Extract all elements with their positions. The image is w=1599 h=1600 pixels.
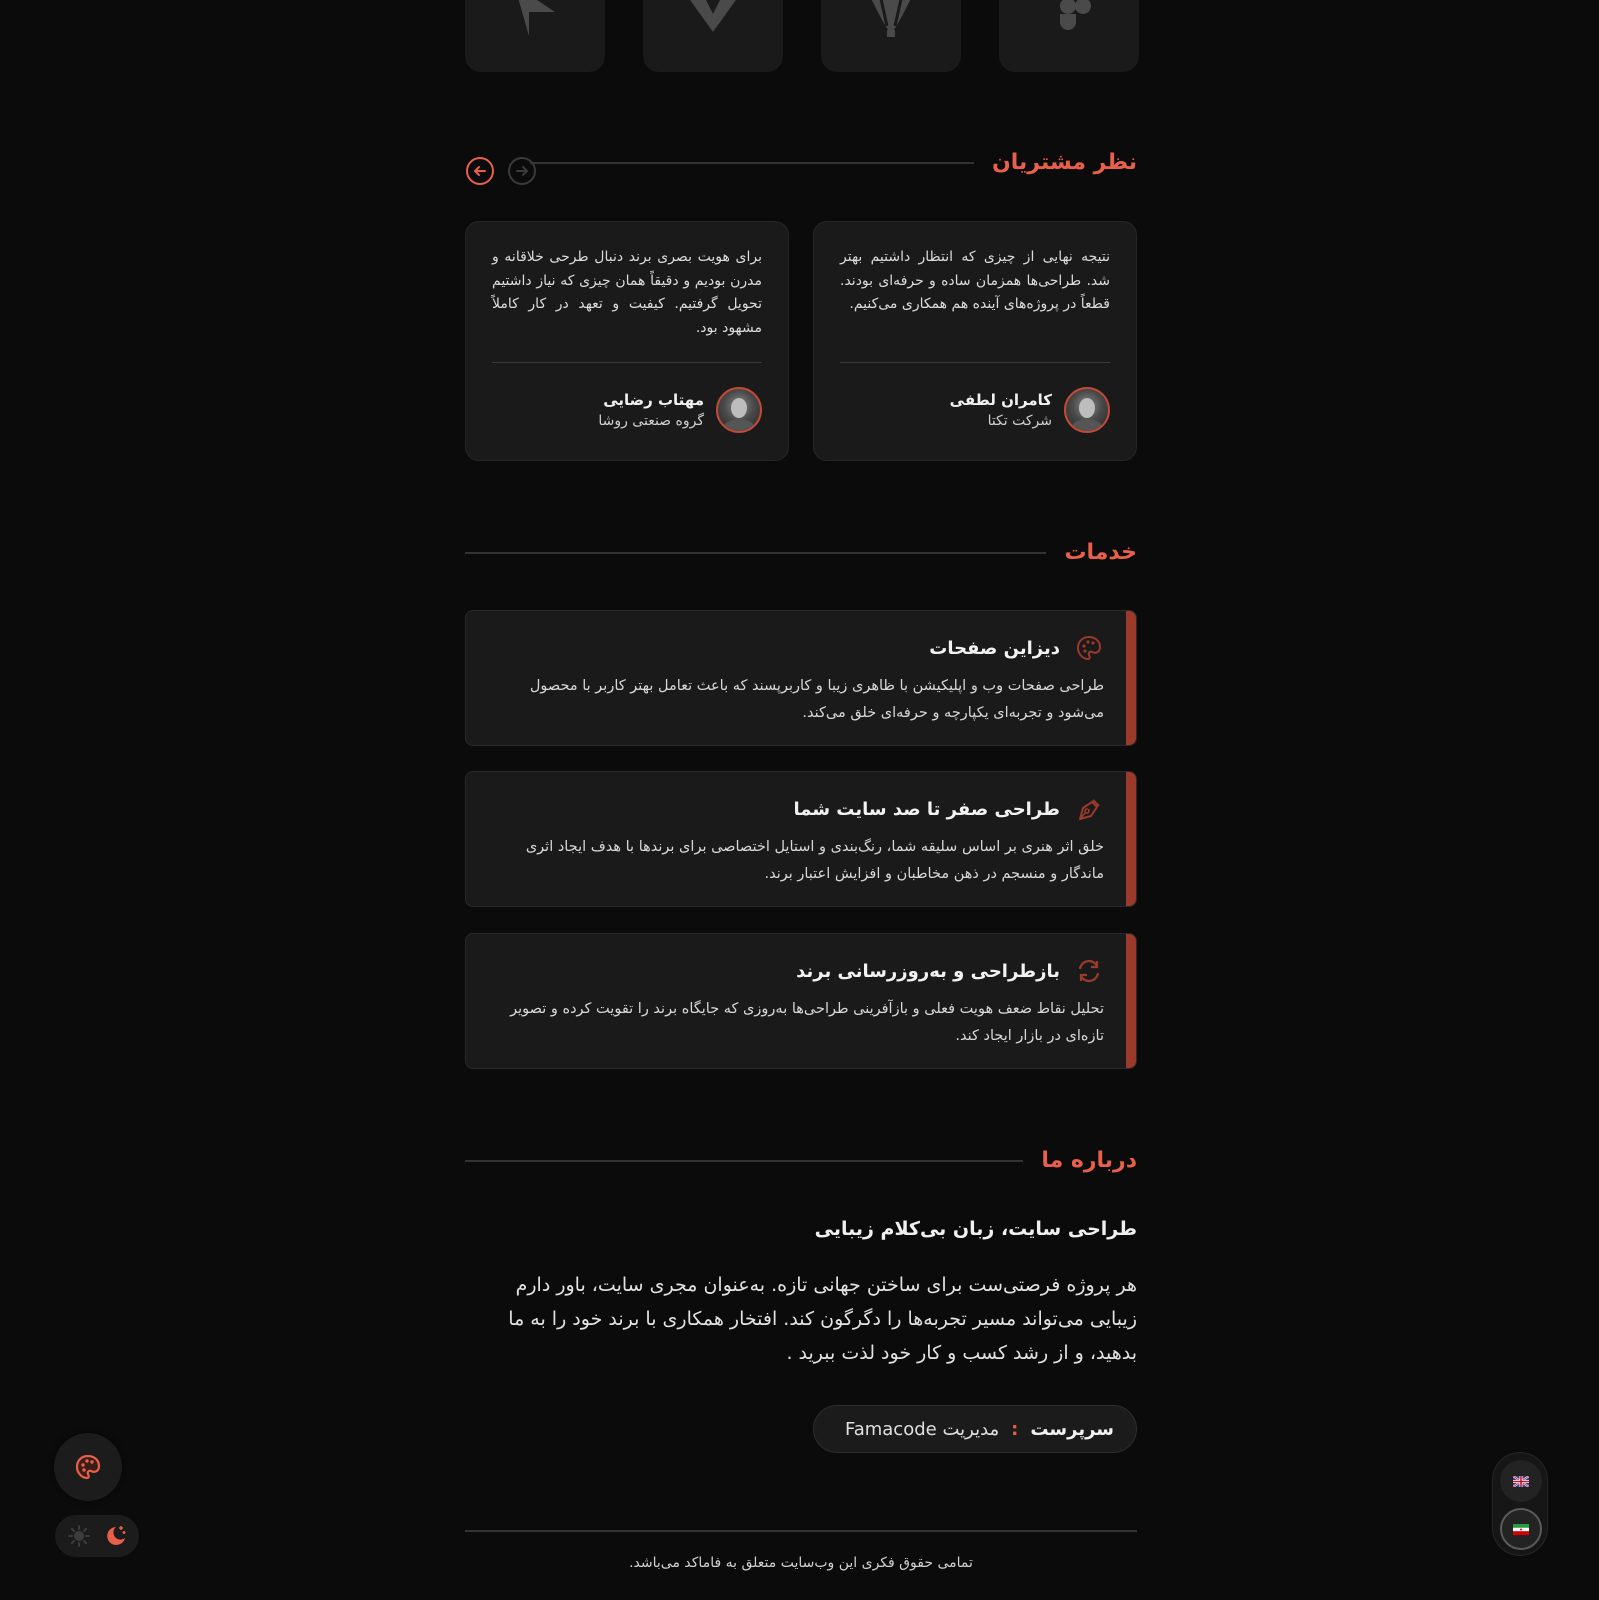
about-header (465, 1148, 1137, 1173)
author-name: مهتاب رضایی (603, 391, 704, 409)
prev-button[interactable] (466, 157, 494, 185)
divider (465, 552, 1046, 554)
tool-card-figma[interactable] (999, 0, 1139, 72)
manager-separator: : (1011, 1418, 1019, 1440)
sun-icon[interactable] (67, 1524, 91, 1548)
figma-icon (999, 0, 1139, 72)
footer-divider (465, 1530, 1137, 1532)
author-company: شرکت تکتا (987, 413, 1052, 429)
language-fa-button[interactable] (1500, 1508, 1542, 1550)
theme-color-button[interactable] (54, 1433, 122, 1501)
testimonial-author (840, 387, 1110, 433)
testimonial-card (465, 221, 789, 461)
services-title: خدمات (1064, 540, 1137, 565)
refresh-icon (1074, 956, 1104, 986)
language-en-button[interactable] (1500, 1460, 1542, 1502)
pen-tool-icon (465, 0, 605, 72)
about-text: هر پروژه فرصتی‌ست برای ساختن جهانی تازه. به‌عنوان مجری سایت، باور دارم زیبایی می‌تواند مسیر تجربه‌ها را دگرگون کند. افتخار همکاری با برند خود را به ما بدهید، و از رشد کسب و کار خود لذت ببرید . (508, 1274, 1137, 1364)
service-title: طراحی صفر تا صد سایت شما (793, 798, 1060, 820)
palette-icon (73, 1452, 103, 1482)
service-accent (1126, 611, 1136, 745)
service-card (465, 771, 1137, 907)
service-title: دیزاین صفحات (929, 637, 1060, 659)
tools-grid (465, 0, 1137, 72)
testimonials-header (530, 150, 1137, 175)
divider (465, 1160, 1023, 1162)
about-title: درباره ما (1041, 1148, 1137, 1173)
service-title: بازطراحی و به‌روزرسانی برند (796, 960, 1060, 982)
tool-card-pen-tool[interactable] (465, 0, 605, 72)
testimonial-text: نتیجه نهایی از چیزی که انتظار داشتیم بهتر شد. طراحی‌ها همزمان ساده و حرفه‌ای بودند. قطعاً در پروژه‌های آینده هم همکاری می‌کنیم. (840, 249, 1110, 312)
service-description: خلق اثر هنری بر اساس سلیقه شما، رنگ‌بندی و استایل اختصاصی برای برندها با هدف ایجاد اثری ماندگار و منسجم در ذهن مخاطبان و افزایش اعتبار برند. (525, 839, 1104, 882)
service-description: تحلیل نقاط ضعف هویت فعلی و بازآفرینی طراحی‌ها به‌روزی که جایگاه برند را تقویت کرده و تصویر تازه‌ای در بازار ایجاد کند. (510, 1001, 1104, 1044)
service-accent (1126, 934, 1136, 1068)
iran-flag-icon (1513, 1524, 1529, 1535)
manager-label: سرپرست (1030, 1418, 1114, 1440)
divider (492, 362, 762, 363)
testimonial-text: برای هویت بصری برند دنبال طرحی خلاقانه و مدرن بودیم و دقیقاً همان چیزی که نیاز داشتیم تحویل گرفتیم. کیفیت و تعهد در کار کاملاً مشهود بود. (492, 249, 762, 336)
divider (530, 162, 974, 164)
arrow-left-icon (472, 163, 488, 179)
tool-card-diamond[interactable] (643, 0, 783, 72)
about-subtitle: طراحی سایت، زبان بی‌کلام زیبایی (814, 1218, 1137, 1240)
arrow-right-icon (514, 163, 530, 179)
service-description: طراحی صفحات وب و اپلیکیشن با ظاهری زیبا و کاربرپسند که باعث تعامل بهتر کاربر با محصول می‌شود و تجربه‌ای یکپارچه و حرفه‌ای خلق می‌کند. (529, 678, 1104, 721)
service-accent (1126, 772, 1136, 906)
testimonials-title: نظر مشتریان (991, 150, 1137, 175)
avatar (716, 387, 762, 433)
pen-nib-icon (1074, 794, 1104, 824)
moon-icon[interactable] (102, 1523, 128, 1549)
manager-badge (813, 1405, 1137, 1453)
tool-card-balloon[interactable] (821, 0, 961, 72)
divider (840, 362, 1110, 363)
service-card (465, 933, 1137, 1069)
theme-toggle[interactable] (55, 1515, 139, 1557)
author-company: گروه صنعتی روشا (598, 413, 704, 429)
diamond-icon (643, 0, 783, 72)
service-card (465, 610, 1137, 746)
uk-flag-icon (1513, 1476, 1529, 1487)
palette-icon (1074, 633, 1104, 663)
language-switcher (1492, 1452, 1548, 1556)
author-name: کامران لطفی (949, 391, 1052, 409)
services-header (465, 540, 1137, 565)
testimonial-card (813, 221, 1137, 461)
manager-value: مدیریت Famacode (845, 1418, 1000, 1440)
testimonial-author (492, 387, 762, 433)
copyright-text: تمامی حقوق فکری این وب‌سایت متعلق به فاماکد می‌باشد. (629, 1555, 973, 1571)
avatar (1064, 387, 1110, 433)
balloon-icon (821, 0, 961, 72)
next-button[interactable] (508, 157, 536, 185)
